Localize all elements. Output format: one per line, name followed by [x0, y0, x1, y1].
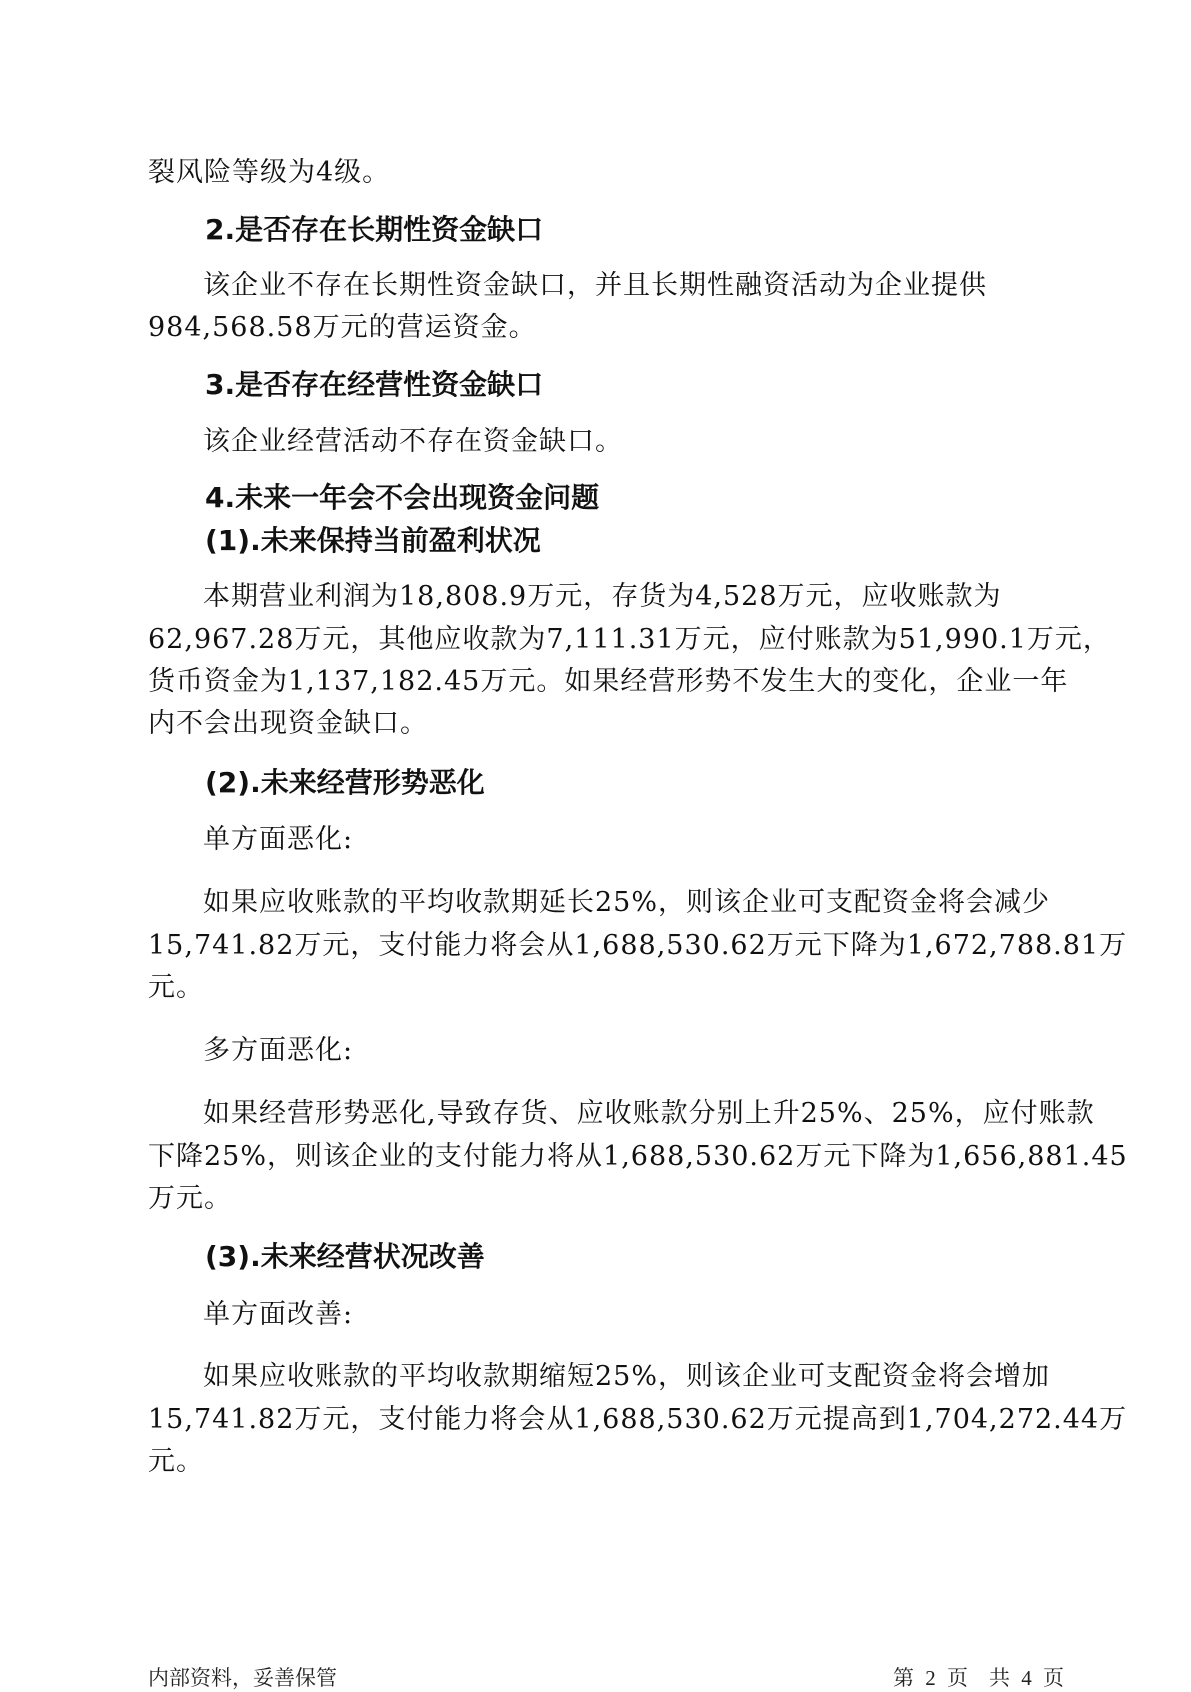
page-mid: 页 共 [947, 1666, 1010, 1690]
paragraph-line: 该企业不存在长期性资金缺口，并且长期性融资活动为企业提供 [203, 270, 987, 301]
paragraph-line: 内不会出现资金缺口。 [148, 708, 428, 739]
page-current: 2 [925, 1666, 936, 1690]
paragraph-line: 984,568.58万元的营运资金。 [148, 312, 537, 343]
paragraph-line: 15,741.82万元，支付能力将会从1,688,530.62万元下降为1,672,788.81万 [148, 930, 1128, 961]
subsection-heading-3: (3).未来经营状况改善 [205, 1240, 485, 1273]
paragraph-line: 如果应收账款的平均收款期延长25%，则该企业可支配资金将会减少 [203, 887, 1051, 918]
page-total: 4 [1021, 1666, 1032, 1690]
section-heading-4: 4.未来一年会不会出现资金问题 [205, 481, 600, 514]
paragraph-line: 元。 [148, 972, 204, 1003]
paragraph-label: 单方面改善: [203, 1299, 354, 1330]
paragraph-label: 多方面恶化: [203, 1035, 354, 1066]
paragraph-line: 62,967.28万元，其他应收款为7,111.31万元，应付账款为51,990.1万元， [148, 624, 1111, 655]
section-heading-2: 2.是否存在长期性资金缺口 [205, 213, 544, 246]
page-prefix: 第 [893, 1666, 914, 1690]
paragraph-line: 裂风险等级为4级。 [148, 157, 391, 188]
paragraph-line: 如果经营形势恶化,导致存货、应收账款分别上升25%、25%，应付账款 [203, 1098, 1095, 1129]
paragraph-line: 如果应收账款的平均收款期缩短25%，则该企业可支配资金将会增加 [203, 1361, 1051, 1392]
paragraph-line: 该企业经营活动不存在资金缺口。 [203, 426, 623, 457]
subsection-heading-1: (1).未来保持当前盈利状况 [205, 524, 541, 557]
footer-note: 内部资料，妥善保管 [148, 1666, 337, 1690]
page-number [893, 1662, 1064, 1692]
paragraph-line: 15,741.82万元，支付能力将会从1,688,530.62万元提高到1,704,272.44万 [148, 1404, 1128, 1435]
paragraph-line: 货币资金为1,137,182.45万元。如果经营形势不发生大的变化，企业一年 [148, 666, 1069, 697]
section-heading-3: 3.是否存在经营性资金缺口 [205, 368, 544, 401]
page-suffix: 页 [1043, 1666, 1064, 1690]
paragraph-line: 本期营业利润为18,808.9万元，存货为4,528万元，应收账款为 [203, 581, 1002, 612]
paragraph-line: 万元。 [148, 1183, 232, 1214]
paragraph-line: 元。 [148, 1446, 204, 1477]
subsection-heading-2: (2).未来经营形势恶化 [205, 766, 485, 799]
paragraph-line: 下降25%，则该企业的支付能力将从1,688,530.62万元下降为1,656,881.45 [148, 1141, 1128, 1172]
paragraph-label: 单方面恶化: [203, 824, 354, 855]
